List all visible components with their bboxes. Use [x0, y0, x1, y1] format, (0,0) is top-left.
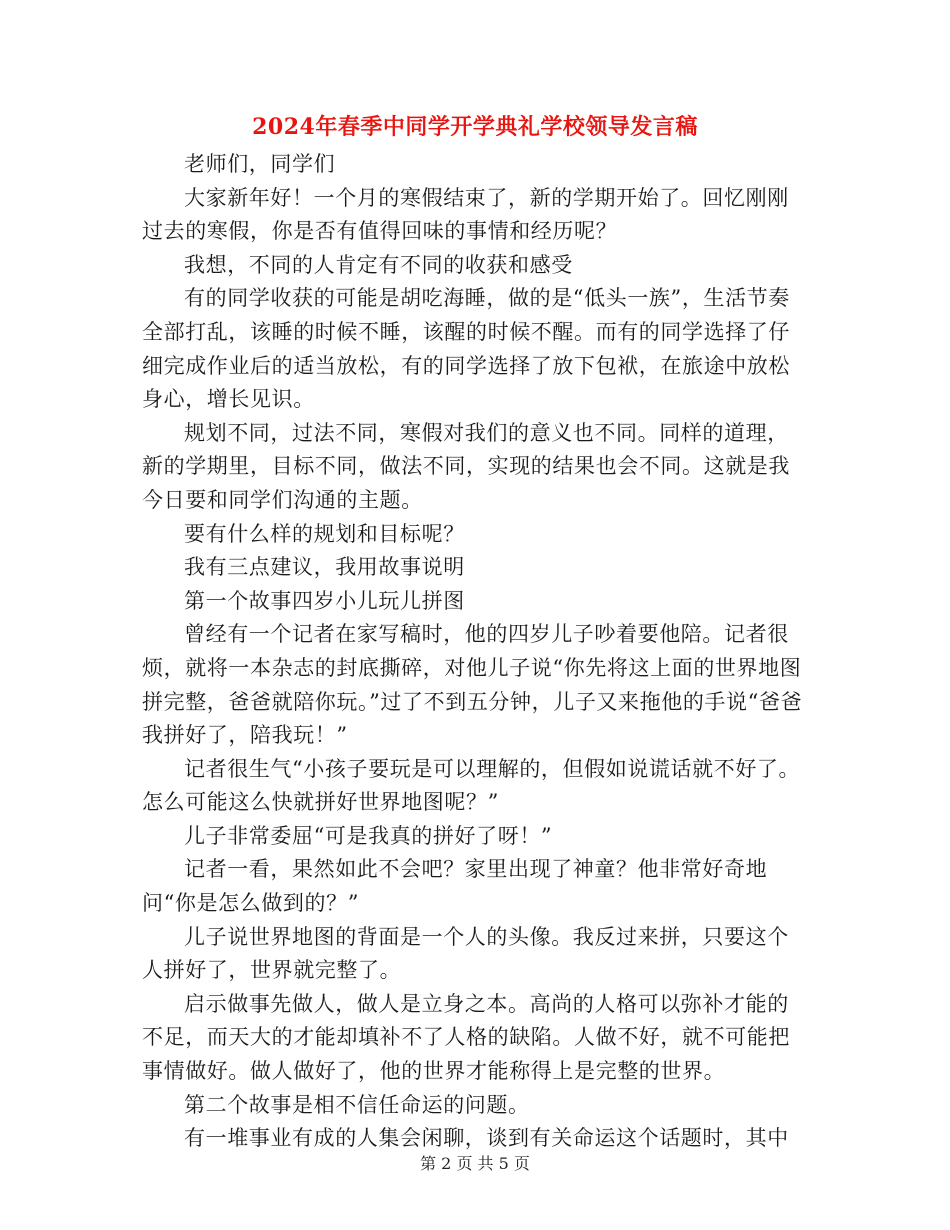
paragraph: 老师们，同学们 [184, 152, 336, 176]
paragraph: 曾经有一个记者在家写稿时，他的四岁儿子吵着要他陪。记者很烦，就将一本杂志的封底撕碎，对他儿子说“你先将这上面的世界地图拼完整，爸爸就陪你玩。”过了不到五分钟，儿子又来拖他的手说“爸爸我拼好了，陪我玩！” [142, 622, 803, 748]
paragraph: 第一个故事四岁小儿玩儿拼图 [184, 588, 465, 613]
paragraph: 我想，不同的人肯定有不同的收获和感受 [184, 252, 573, 277]
document-title: 2024年春季中同学开学典礼学校领导发言稿 [252, 114, 698, 140]
paragraph: 大家新年好！一个月的寒假结束了，新的学期开始了。回忆刚刚过去的寒假，你是否有值得回味的事情和经历呢？ [142, 185, 789, 244]
document-body [142, 148, 806, 1156]
paragraph: 有的同学收获的可能是胡吃海睡，做的是“低头一族”，生活节奏全部打乱，该睡的时候不睡，该醒的时候不醒。而有的同学选择了仔细完成作业后的适当放松，有的同学选择了放下包袱，在旅途中放松身心，增长见识。 [142, 286, 790, 412]
paragraph: 要有什么样的规划和目标呢？ [184, 521, 465, 546]
paragraph: 记者一看，果然如此不会吧？家里出现了神童？他非常好奇地问“你是怎么做到的？” [142, 857, 768, 916]
paragraph: 儿子非常委屈“可是我真的拼好了呀！” [184, 823, 553, 848]
paragraph: 规划不同，过法不同，寒假对我们的意义也不同。同样的道理，新的学期里，目标不同，做法不同，实现的结果也会不同。这就是我今日要和同学们沟通的主题。 [142, 420, 790, 512]
paragraph: 儿子说世界地图的背面是一个人的头像。我反过来拼，只要这个人拼好了，世界就完整了。 [142, 924, 789, 983]
page-number-footer: 第 2 页 共 5 页 [420, 1154, 530, 1173]
paragraph: 我有三点建议，我用故事说明 [184, 555, 465, 580]
paragraph: 第二个故事是相不信任命运的问题。 [184, 1092, 530, 1117]
paragraph: 启示做事先做人，做人是立身之本。高尚的人格可以弥补才能的不足，而天大的才能却填补不了人格的缺陷。人做不好，就不可能把事情做好。做人做好了，他的世界才能称得上是完整的世界。 [142, 991, 790, 1084]
paragraph: 有一堆事业有成的人集会闲聊，谈到有关命运这个话题时，其中 [184, 1126, 789, 1151]
paragraph: 记者很生气“小孩子要玩是可以理解的，但假如说谎话就不好了。怎么可能这么快就拼好世界地图呢？” [142, 756, 801, 815]
